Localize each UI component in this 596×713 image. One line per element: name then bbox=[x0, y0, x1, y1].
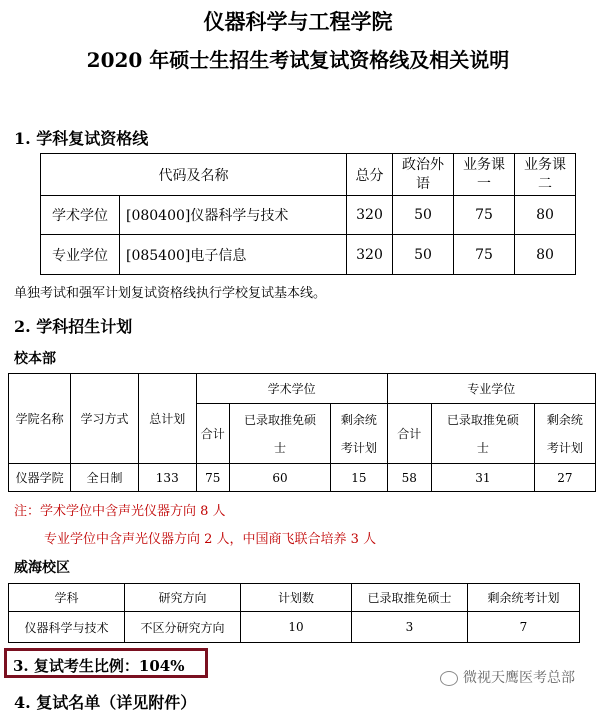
section3-heading: 3. 复试考生比例：104% bbox=[13, 657, 185, 675]
header-professional-admitted: 已录取推免硕士 bbox=[431, 404, 534, 464]
header-course1: 业务课一 bbox=[454, 154, 515, 196]
header-subject: 学科 bbox=[9, 584, 125, 612]
section2-heading: 2. 学科招生计划 bbox=[14, 317, 133, 336]
header-remaining: 剩余统考计划 bbox=[468, 584, 580, 612]
campus1-note-professional: 专业学位中含声光仪器方向 2 人，中国商飞联合培养 3 人 bbox=[44, 532, 377, 547]
section1-note: 单独考试和强军计划复试资格线执行学校复试基本线。 bbox=[14, 286, 327, 301]
table-row: 专业学位 [085400]电子信息 320 50 75 80 bbox=[41, 235, 576, 275]
table-row: 仪器科学与技术 不区分研究方向 10 3 7 bbox=[9, 612, 580, 643]
campus2-label: 威海校区 bbox=[14, 560, 70, 576]
header-course2: 业务课二 bbox=[515, 154, 576, 196]
wechat-icon bbox=[440, 671, 458, 686]
table-row: 仪器学院 全日制 133 75 60 15 58 31 27 bbox=[9, 464, 596, 492]
document-title: 仪器科学与工程学院 bbox=[203, 9, 393, 34]
table-row: 学术学位 [080400]仪器科学与技术 320 50 75 80 bbox=[41, 196, 576, 235]
section4-heading: 4. 复试名单（详见附件） bbox=[14, 693, 197, 712]
header-total: 总分 bbox=[347, 154, 393, 196]
watermark-text: 微视天鹰医考总部 bbox=[463, 670, 575, 686]
campus1-plan-table bbox=[8, 373, 596, 492]
header-professional-sum: 合计 bbox=[387, 404, 431, 464]
document-subtitle: 2020 年硕士生招生考试复试资格线及相关说明 bbox=[86, 48, 510, 72]
header-academic-sum: 合计 bbox=[196, 404, 229, 464]
header-politics: 政治外语 bbox=[393, 154, 454, 196]
header-professional-remaining: 剩余统考计划 bbox=[534, 404, 595, 464]
header-academic-admitted: 已录取推免硕士 bbox=[229, 404, 330, 464]
watermark bbox=[440, 667, 575, 687]
ratio-highlight-box bbox=[4, 648, 208, 678]
campus2-plan-table bbox=[8, 583, 580, 643]
header-total-plan: 总计划 bbox=[138, 374, 196, 464]
header-plan-count: 计划数 bbox=[241, 584, 352, 612]
section1-heading: 1. 学科复试资格线 bbox=[14, 129, 149, 148]
qualification-line-table bbox=[40, 153, 576, 275]
header-professional: 专业学位 bbox=[387, 374, 595, 404]
header-code-name: 代码及名称 bbox=[41, 154, 347, 196]
header-direction: 研究方向 bbox=[125, 584, 241, 612]
header-admitted: 已录取推免硕士 bbox=[352, 584, 468, 612]
campus1-label: 校本部 bbox=[14, 351, 56, 367]
header-college: 学院名称 bbox=[9, 374, 71, 464]
header-academic-remaining: 剩余统考计划 bbox=[331, 404, 388, 464]
campus1-note-academic: 注：学术学位中含声光仪器方向 8 人 bbox=[14, 504, 226, 519]
header-academic: 学术学位 bbox=[196, 374, 387, 404]
header-mode: 学习方式 bbox=[71, 374, 139, 464]
